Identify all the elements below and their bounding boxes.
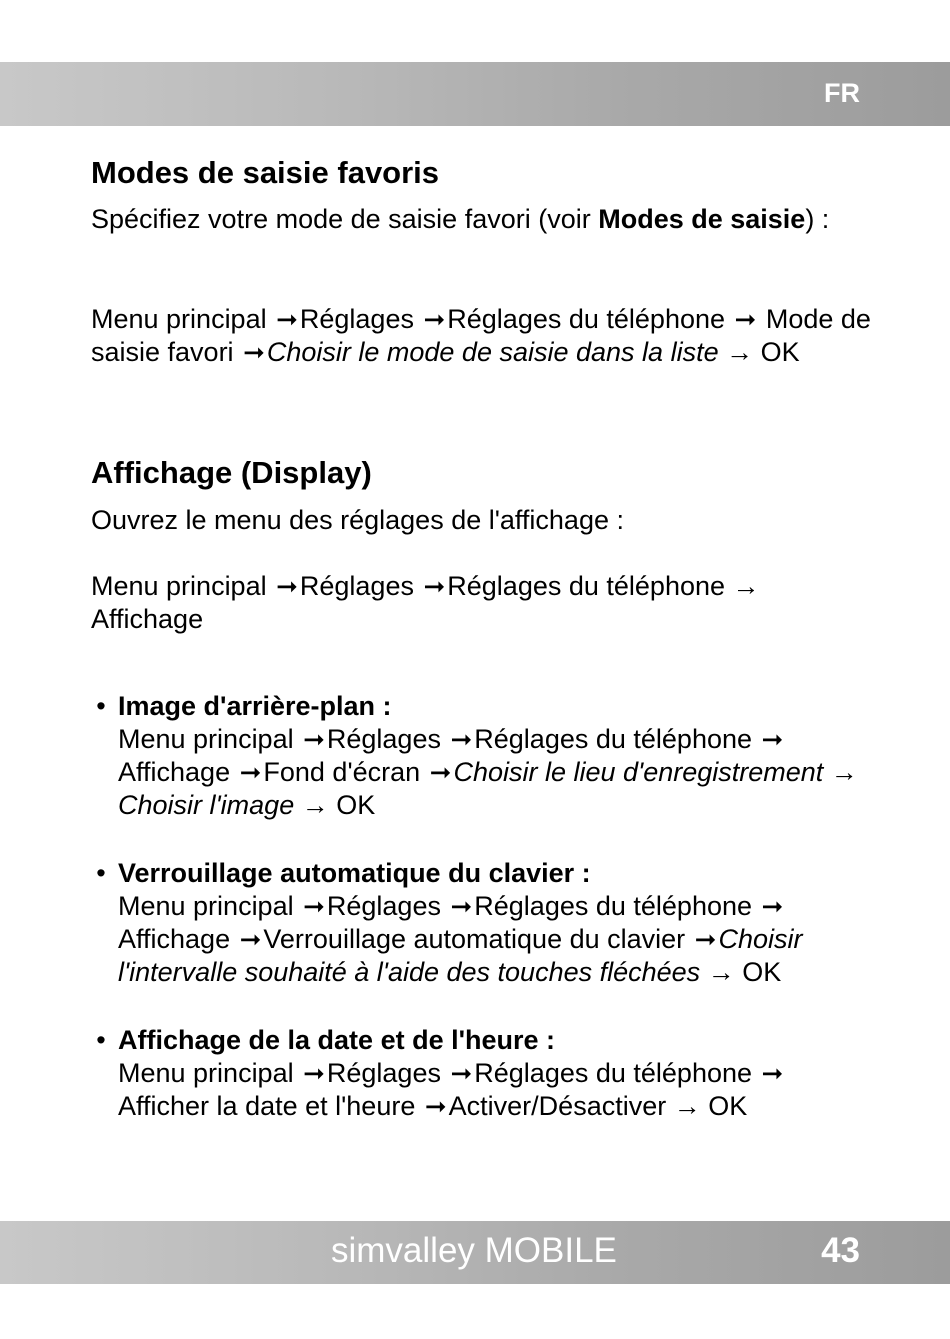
arrow-icon: ➞ — [450, 724, 473, 754]
arrow-icon: ➞ — [450, 891, 473, 921]
path-step: → — [823, 757, 858, 787]
path-step: → OK — [294, 790, 376, 820]
arrow-icon: ➞ — [761, 1058, 784, 1088]
path-step: Réglages — [299, 571, 422, 601]
list-item-title: Image d'arrière-plan : — [118, 691, 392, 721]
path-step: Fond d'écran — [263, 757, 428, 787]
list-item-path — [118, 723, 871, 822]
path-step-italic: Choisir l'image — [118, 790, 295, 820]
list-item-path — [118, 1057, 871, 1123]
path-step: Réglages du téléphone → Affichage — [91, 571, 760, 634]
arrow-icon: ➞ — [450, 1058, 473, 1088]
path-step: Réglages du téléphone — [474, 724, 760, 754]
path-step: Menu principal — [118, 891, 302, 921]
arrow-icon: ➞ — [761, 724, 784, 754]
arrow-icon: ➞ — [694, 924, 717, 954]
path-step-italic: Choisir l'intervalle souhaité à l'aide des touches fléchées — [118, 924, 803, 987]
path-step: Menu principal — [91, 304, 275, 334]
section-title-display: Affichage (Display) — [91, 455, 372, 490]
section2-intro — [91, 504, 871, 537]
bullet-icon: • — [96, 1025, 106, 1055]
path-step: → OK — [718, 337, 800, 367]
path-step: Réglages — [326, 1058, 449, 1088]
arrow-icon: ➞ — [423, 304, 446, 334]
arrow-icon: ➞ — [734, 304, 757, 334]
header-band — [0, 62, 950, 126]
list-item — [91, 1024, 871, 1123]
path-step: Menu principal — [118, 724, 302, 754]
path-step: Réglages — [326, 724, 449, 754]
arrow-icon: ➞ — [429, 757, 452, 787]
path-step: Réglages — [299, 304, 422, 334]
arrow-icon: ➞ — [243, 337, 265, 367]
list-item-title: Affichage de la date et de l'heure : — [118, 1025, 556, 1055]
intro-text: Ouvrez le menu des réglages de l'affichage : — [91, 505, 624, 535]
list-item-path — [118, 890, 871, 989]
arrow-icon: ➞ — [423, 571, 446, 601]
bullet-icon: • — [96, 858, 106, 888]
arrow-icon: ➞ — [303, 1058, 325, 1088]
path-step: Verrouillage automatique du clavier — [263, 924, 693, 954]
list-item-title: Verrouillage automatique du clavier : — [118, 858, 591, 888]
path-step: Réglages du téléphone — [474, 1058, 760, 1088]
intro-bold-ref: Modes de saisie — [598, 204, 806, 234]
arrow-icon: ➞ — [276, 304, 298, 334]
section-title-input-modes: Modes de saisie favoris — [91, 155, 440, 190]
arrow-icon: ➞ — [303, 724, 325, 754]
language-label: FR — [824, 78, 860, 108]
section1-intro — [91, 203, 871, 236]
page-number: 43 — [821, 1231, 860, 1270]
section1-menu-path — [91, 303, 871, 369]
bullet-icon: • — [96, 691, 106, 721]
path-step: Réglages du téléphone — [474, 891, 760, 921]
arrow-icon: ➞ — [276, 571, 298, 601]
arrow-icon: ➞ — [239, 924, 262, 954]
path-step: Réglages du téléphone — [447, 304, 733, 334]
intro-suffix: ) : — [805, 204, 830, 234]
path-step: Affichage — [118, 924, 238, 954]
arrow-icon: ➞ — [424, 1091, 447, 1121]
path-step: Activer/Désactiver → OK — [448, 1091, 748, 1121]
arrow-icon: ➞ — [239, 757, 262, 787]
path-step: Afficher la date et l'heure — [118, 1091, 423, 1121]
path-step-italic: Choisir le lieu d'enregistrement — [453, 757, 824, 787]
path-step: Menu principal — [118, 1058, 302, 1088]
intro-text: Spécifiez votre mode de saisie favori (voir — [91, 204, 599, 234]
footer-brand: simvalley MOBILE — [331, 1231, 617, 1270]
list-item — [91, 690, 871, 822]
path-step: Réglages — [326, 891, 449, 921]
path-step: Mode de saisie favori — [91, 304, 871, 367]
section2-menu-path — [91, 570, 871, 636]
list-item — [91, 857, 871, 989]
arrow-icon: ➞ — [761, 891, 784, 921]
path-step: Menu principal — [91, 571, 275, 601]
path-step: → OK — [700, 957, 782, 987]
path-step: Affichage — [118, 757, 238, 787]
path-step-italic: Choisir le mode de saisie dans la liste — [266, 337, 719, 367]
arrow-icon: ➞ — [303, 891, 325, 921]
